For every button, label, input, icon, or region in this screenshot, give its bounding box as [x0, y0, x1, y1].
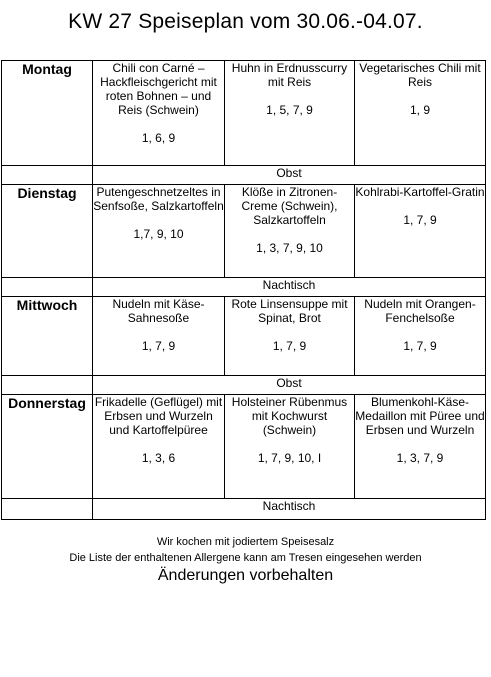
meal-cell [225, 395, 355, 499]
meal-cell [93, 297, 225, 376]
allergen-codes: 1, 7, 9 [272, 339, 307, 353]
dessert-row [2, 166, 486, 185]
allergen-codes: 1, 7, 9 [403, 213, 437, 227]
meal-cell [93, 185, 225, 278]
day-label: Montag [2, 61, 93, 166]
meal-cell [355, 185, 486, 278]
meal-cell [355, 61, 486, 166]
dessert-label: Nachtisch [93, 278, 486, 297]
day-label: Dienstag [2, 185, 93, 278]
meal-name: Frikadelle (Geflügel) mit Erbsen und Wurzeln und Kartoffelpüree [94, 395, 223, 437]
empty-cell [2, 278, 93, 297]
allergen-codes: 1, 6, 9 [141, 131, 176, 145]
empty-cell [2, 499, 93, 520]
meal-name: Holsteiner Rübenmus mit Kochwurst (Schwein) [231, 395, 348, 437]
allergen-codes: 1, 9 [409, 103, 430, 117]
changes-reserved-note: Änderungen vorbehalten [157, 567, 334, 584]
meal-name: Nudeln mit Käse-Sahnesoße [112, 297, 205, 325]
empty-cell [2, 166, 93, 185]
dessert-label: Obst [93, 166, 486, 185]
allergen-codes: 1, 3, 6 [141, 451, 176, 465]
salt-note: Wir kochen mit jodiertem Speisesalz [156, 536, 335, 548]
allergen-note: Die Liste der enthaltenen Allergene kann am Tresen eingesehen werden [69, 552, 422, 564]
allergen-codes: 1, 7, 9 [403, 339, 437, 353]
day-row-mittwoch [2, 297, 486, 376]
allergen-codes: 1, 5, 7, 9 [266, 103, 313, 117]
day-row-dienstag [2, 185, 486, 278]
dessert-row [2, 376, 486, 395]
meal-name: Rote Linsensuppe mit Spinat, Brot [231, 297, 348, 325]
meal-name: Vegetarisches Chili mit Reis [359, 61, 481, 89]
meal-cell [93, 395, 225, 499]
allergen-codes: 1, 3, 7, 9 [396, 451, 444, 465]
menu-table [1, 60, 486, 520]
meal-cell [225, 185, 355, 278]
meal-name: Nudeln mit Orangen-Fenchelsoße [364, 297, 476, 325]
meal-name: Putengeschnetzeltes in Senfsoße, Salzkartoffeln [93, 185, 224, 213]
day-label: Donnerstag [2, 395, 93, 499]
day-label: Mittwoch [2, 297, 93, 376]
meal-name: Chili con Carné – Hackfleischgericht mit roten Bohnen – und Reis (Schwein) [100, 61, 217, 117]
meal-name: Huhn in Erdnusscurry mit Reis [231, 61, 348, 89]
day-row-donnerstag [2, 395, 486, 499]
dessert-row [2, 278, 486, 297]
dessert-row [2, 499, 486, 520]
allergen-codes: 1, 7, 9, 10, I [257, 451, 322, 465]
allergen-codes: 1, 7, 9 [141, 339, 176, 353]
meal-cell [355, 297, 486, 376]
dessert-label: Nachtisch [93, 499, 486, 520]
meal-cell [355, 395, 486, 499]
meal-cell [225, 61, 355, 166]
meal-name: Kohlrabi-Kartoffel-Gratin [355, 185, 485, 199]
meal-name: Klöße in Zitronen-Creme (Schwein), Salzkartoffeln [241, 185, 338, 227]
page-title: KW 27 Speiseplan vom 30.06.-04.07. [68, 10, 423, 33]
meal-cell [93, 61, 225, 166]
empty-cell [2, 376, 93, 395]
allergen-codes: 1,7, 9, 10 [133, 227, 184, 241]
allergen-codes: 1, 3, 7, 9, 10 [256, 241, 323, 255]
meal-cell [225, 297, 355, 376]
meal-name: Blumenkohl-Käse-Medaillon mit Püree und Erbsen und Wurzeln [355, 395, 485, 437]
dessert-label: Obst [93, 376, 486, 395]
day-row-montag [2, 61, 486, 166]
